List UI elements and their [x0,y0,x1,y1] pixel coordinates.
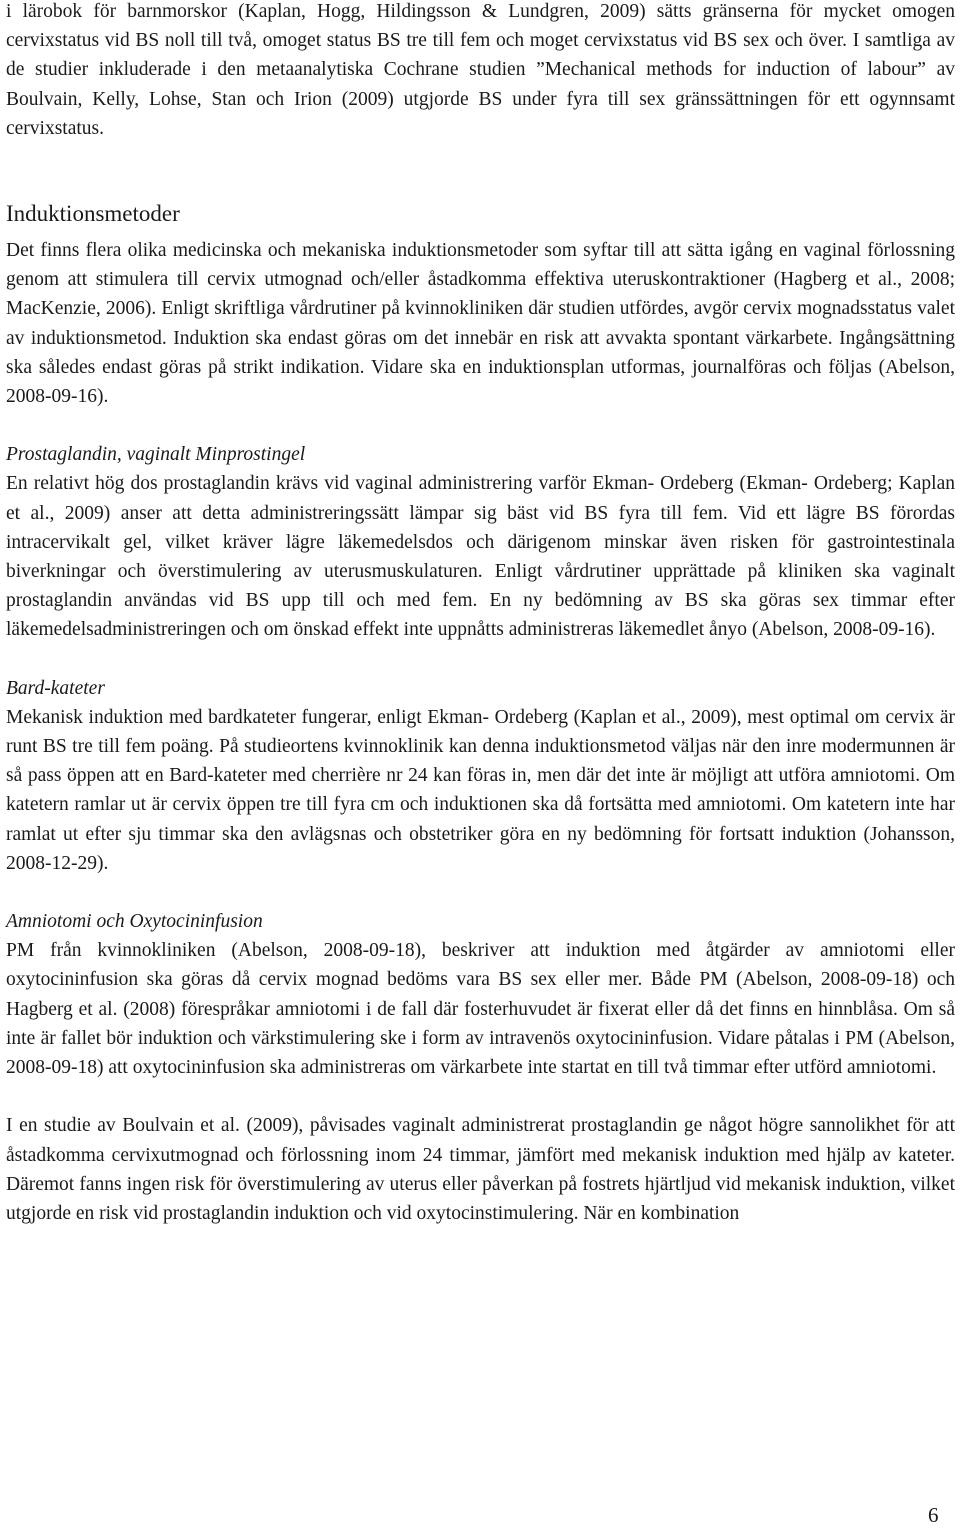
intro-paragraph: i lärobok för barnmorskor (Kaplan, Hogg, Hildingsson & Lundgren, 2009) sätts gränserna för mycket omogen cervixstatus vid BS noll till två, omoget status BS tre till fem och moget cervixstatus vid BS sex och över. I samtliga av de studier inkluderade i den metaanalytiska Cochrane studien ”Mechanical methods for induction of labour” av Boulvain, Kelly, Lohse, Stan och Irion (2009) utgjorde BS under fyra till sex gränssättningen för ett ogynnsamt cervixstatus. [6,1,955,139]
page-number: 6 [928,1503,939,1527]
amniotomy-paragraph: PM från kvinnokliniken (Abelson, 2008-09-18), beskriver att induktion med åtgärder av amniotomi eller oxytocininfusion ska göras då cervix mognad bedöms vara BS sex eller mer. Både PM (Abelson, 2008-09-18) och Hagberg et al. (2008) förespråkar amniotomi i de fall där fosterhuvudet är fixerat eller då det finns en hinnblåsa. Om så inte är fallet bör induktion och värkstimulering ske i form av intravenös oxytocininfusion. Vidare påtalas i PM (Abelson, 2008-09-18) att oxytocininfusion ska administreras om värkarbete inte startat en till två timmar efter utförd amniotomi. [6,940,955,1079]
induction-methods-paragraph: Det finns flera olika medicinska och mekaniska induktionsmetoder som syftar till att sätta igång en vaginal förlossning genom att stimulera till cervix utmognad och/eller åstadkomma effektiva uteruskontraktioner (Hagberg et al., 2008; MacKenzie, 2006). Enligt skriftliga vårdrutiner på kvinnokliniken där studien utfördes, avgör cervix mognadsstatus valet av induktionsmetod. Induktion ska endast göras om det innebär en risk att avvakta spontant värkarbete. Ingångsättning ska således endast göras på strikt indikation. Vidare ska en induktionsplan utformas, journalföras och följas (Abelson, 2008-09-16). [6,240,955,408]
subheading-amniotomi: Amniotomi och Oxytocininfusion [6,911,263,933]
subheading-bard-kateter: Bard-kateter [6,677,105,699]
subheading-prostaglandin: Prostaglandin, vaginalt Minprostingel [6,444,306,466]
section-heading-induktionsmetoder: Induktionsmetoder [6,201,180,227]
prostaglandin-paragraph: En relativt hög dos prostaglandin krävs vid vaginal administrering varför Ekman- Ordeberg (Ekman- Ordeberg; Kaplan et al., 2009) anser att detta administreringssätt lämpar sig bäst vid BS fyra till fem. Vid ett lägre BS förordas intracervikalt gel, vilket kräver lägre läkemedelsdos och därigenom minskar även risken för gastrointestinala biverkningar och överstimulering av uterusmuskulaturen. Enligt vårdrutiner upprättade på kliniken ska vaginalt prostaglandin användas vid BS upp till och med fem. En ny bedömning av BS ska göras sex timmar efter läkemedelsadministreringen och om önskad effekt inte uppnåtts administreras läkemedlet ånyo (Abelson, 2008-09-16). [6,473,955,641]
document-page [6,0,955,1228]
boulvain-study-paragraph: I en studie av Boulvain et al. (2009), påvisades vaginalt administrerat prostaglandin ge något högre sannolikhet för att åstadkomma cervixutmognad och förlossning inom 24 timmar, jämfört med mekanisk induktion med hjälp av kateter. Däremot fanns ingen risk för överstimulering av uterus eller påverkan på fostrets hjärtljud vid mekanisk induktion, vilket utgjorde en risk vid prostaglandin induktion och vid oxytocinstimulering. När en kombination [6,1115,955,1224]
bard-catheter-paragraph: Mekanisk induktion med bardkateter fungerar, enligt Ekman- Ordeberg (Kaplan et al., 2009), mest optimal om cervix är runt BS tre till fem poäng. På studieortens kvinnoklinik kan denna induktionsmetod väljas när den inre modermunnen är så pass öppen att en Bard-kateter med cherrière nr 24 kan föras in, men där det inte är möjligt att utföra amniotomi. Om katetern ramlar ut är cervix öppen tre till fyra cm och induktionen ska då fortsätta med amniotomi. Om katetern inte har ramlat ut efter sju timmar ska den avlägsnas och obstetriker göra en ny bedömning för fortsatt induktion (Johansson, 2008-12-29). [6,706,955,874]
